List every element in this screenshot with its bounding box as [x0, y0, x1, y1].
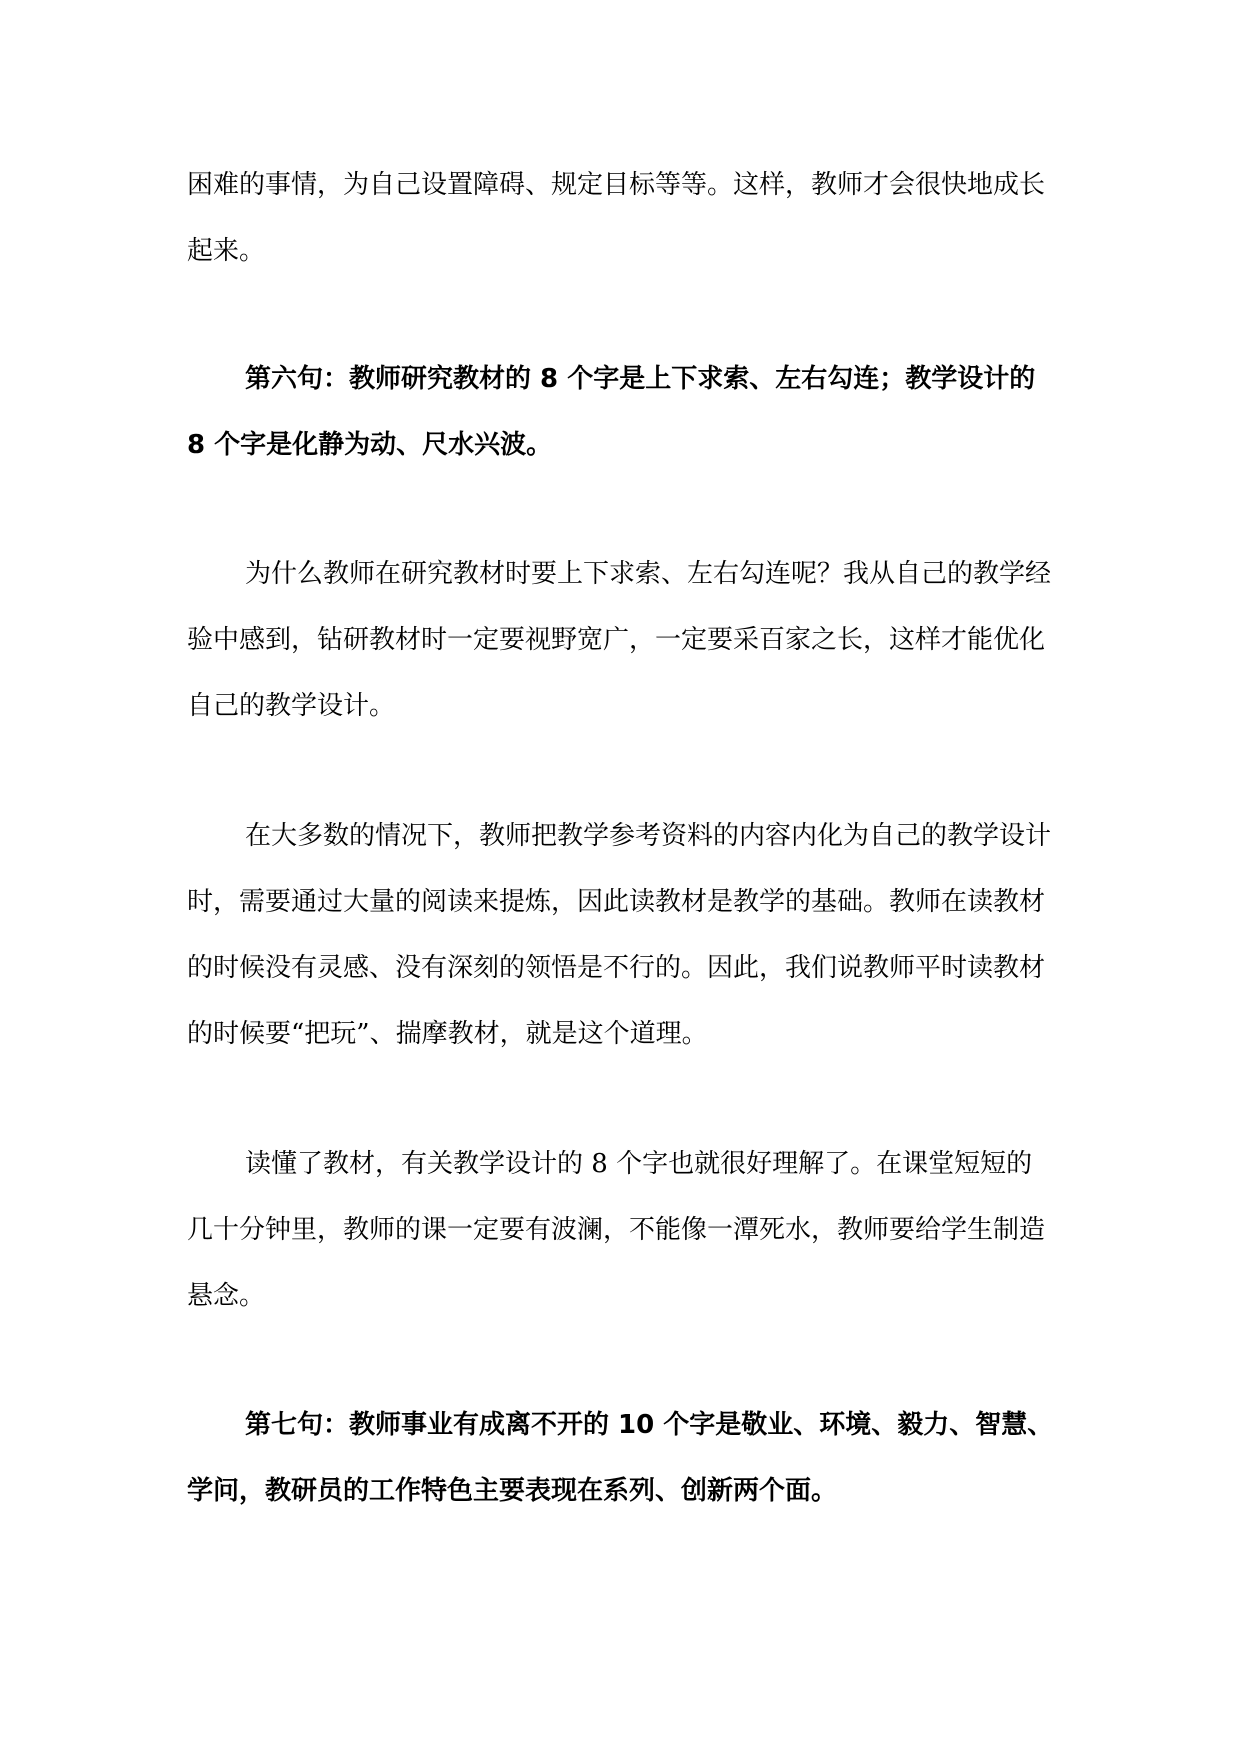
heading-sixth-sentence: 第六句：教师研究教材的 8 个字是上下求索、左右勾连；教学设计的 8 个字是化静为动、尺水兴波。: [187, 364, 1036, 460]
paragraph-research-materials: 为什么教师在研究教材时要上下求索、左右勾连呢？我从自己的教学经验中感到，钻研教材时一定要视野宽广，一定要采百家之长，这样才能优化自己的教学设计。: [187, 559, 1052, 721]
paragraph-reading-materials: 在大多数的情况下，教师把教学参考资料的内容内化为自己的教学设计时，需要通过大量的阅读来提炼，因此读教材是教学的基础。教师在读教材的时候没有灵感、没有深刻的领悟是不行的。因此，我们说教师平时读教材的时候要“把玩”、揣摩教材，就是这个道理。: [187, 821, 1052, 1049]
heading-seventh-sentence: 第七句：教师事业有成离不开的 10 个字是敬业、环境、毅力、智慧、学问，教研员的工作特色主要表现在系列、创新两个面。: [187, 1410, 1054, 1506]
paragraph-teaching-design: 读懂了教材，有关教学设计的 8 个字也就很好理解了。在课堂短短的几十分钟里，教师的课一定要有波澜，不能像一潭死水，教师要给学生制造悬念。: [187, 1149, 1046, 1311]
paragraph-continuation: 困难的事情，为自己设置障碍、规定目标等等。这样，教师才会很快地成长起来。: [187, 170, 1046, 266]
